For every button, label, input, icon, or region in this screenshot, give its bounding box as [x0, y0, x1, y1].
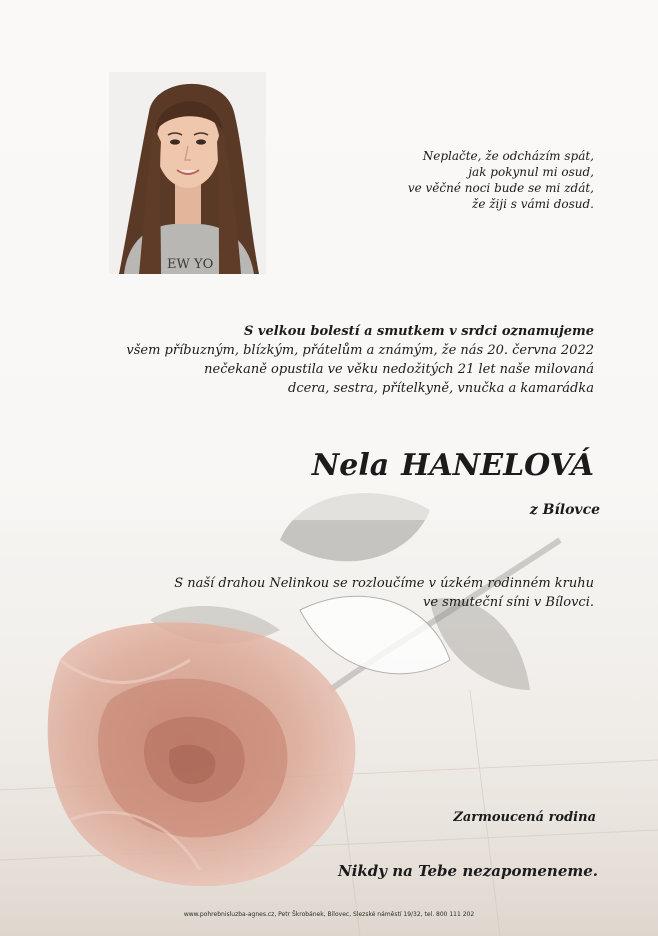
poem-line: Neplačte, že odcházím spát, [422, 149, 594, 163]
poem [334, 148, 594, 212]
farewell-line: ve smuteční síni v Bílovci. [423, 595, 594, 610]
poem-line: ve věčné noci bude se mi zdát, [407, 181, 594, 195]
announcement-line: dcera, sestra, přítelkyně, vnučka a kamarádka [288, 381, 594, 396]
poem-line: jak pokynul mi osud, [468, 165, 594, 179]
poem-line: že žiji s vámi dosud. [472, 197, 594, 211]
announcement-line: nečekaně opustila ve věku nedožitých 21 let naše milovaná [204, 362, 594, 377]
announcement-line: všem příbuzným, blízkým, přátelům a známým, že nás 20. června 2022 [126, 343, 594, 358]
deceased-name [194, 446, 594, 486]
last-name: HANELOVÁ [401, 448, 594, 483]
farewell-line: S naší drahou Nelinkou se rozloučíme v úzkém rodinném kruhu [174, 576, 594, 591]
first-name: Nela [311, 448, 390, 483]
funeral-service-footer: www.pohrebnisluzba-agnes.cz, Petr Škrobánek, Bílovec, Slezské náměstí 19/32, tel. 800 111 202 [183, 911, 475, 918]
farewell-notice [134, 574, 594, 612]
closing-motto: Nikdy na Tebe nezapomeneme. [338, 862, 598, 880]
family-signature: Zarmoucená rodina [453, 810, 596, 825]
shirt-print: EW YO [167, 257, 214, 272]
deceased-origin: z Bílovce [529, 502, 600, 518]
portrait-photo [109, 72, 266, 274]
announcement-lead: S velkou bolestí a smutkem v srdci oznamujeme [244, 324, 594, 339]
announcement [94, 322, 594, 398]
